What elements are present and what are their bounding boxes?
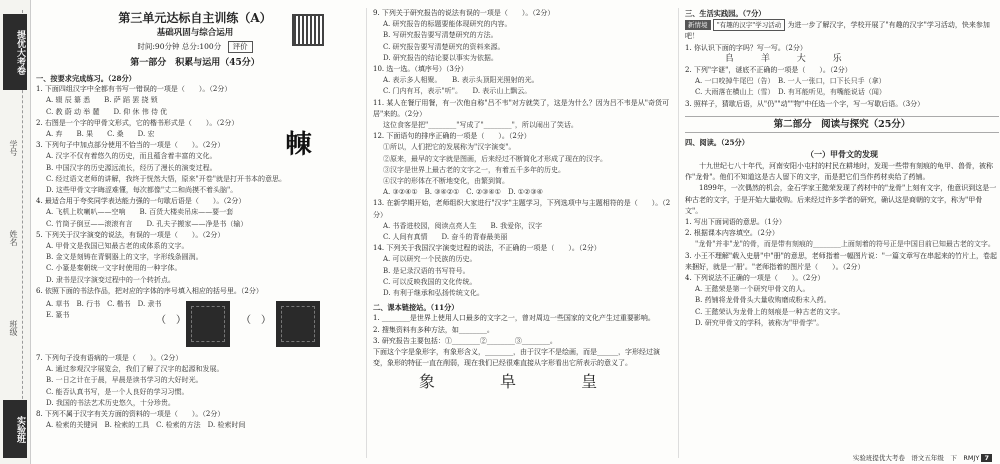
calligraphy-options: A. 草书 B. 行书 C. 楷书 D. 隶书 E. 篆书: [46, 300, 169, 320]
field-name: 姓名: [9, 230, 18, 246]
calligraphy-images: A. 草书 B. 行书 C. 楷书 D. 隶书 E. 篆书 （ ） （ ）: [36, 299, 354, 351]
page-footer: [853, 453, 992, 462]
question-options: A. 通过参观汉字展览会，我们了解了汉字的起源和发展。: [46, 365, 224, 374]
question-stem: 1. 下面四组汉字中全都有书写一错误的一项是（ ）。（2分）: [36, 85, 232, 94]
new-scenario-badge: 新情境: [685, 20, 711, 30]
page-column-3: [678, 8, 999, 458]
question-options: B. 金文是刻铸在青铜器上的文字，字形线条圆润。: [46, 253, 203, 262]
page-column-1: [36, 8, 354, 458]
question-stem: 2. 右图是一个字的甲骨文形式，它的楷书形式是（ ）。（2分）: [36, 118, 239, 127]
question-options: 这位食客是把"________"写成了"________"，所以闹出了笑话。: [383, 121, 578, 130]
exam-time: 时间:90分钟: [137, 42, 180, 51]
question-options: A. 弃 B. 果 C. 桑 D. 宏: [46, 130, 155, 139]
question-options: C. 竹筒子倒豆——滚滚有言 D. 孔夫子搬家——净是书（输）: [46, 219, 248, 228]
fill-blank: 下面这个字是象形字，有象形含义，________，由于汉字不是绘画，而是______，字形经过演变，象形的特征一直在削弱，现在我们已经很难直接从字形看出它所表示的意义了。: [373, 348, 660, 368]
activity-option: C. 大雨落在横山上（雪） D. 有耳能听见，有嘴能说话（闻）: [695, 88, 886, 97]
page-number: 7: [981, 454, 992, 462]
section-heading: 二、课本链接站。（11分）: [373, 303, 459, 313]
part-heading: 第一部分 积累与运用（45分）: [130, 58, 260, 68]
fill-blank: 3. 研究报告主要包括：①________②________③________。: [373, 336, 557, 345]
field-class: 班级: [9, 320, 18, 336]
question-options: B. 写研究报告要写清楚研究的方法。: [383, 31, 498, 40]
question-options: ③汉字是世界上最古老的文字之一，有着五千多年的历史。: [383, 165, 565, 174]
question-stem: 5. 下列关于汉字演变的说法，有误的一项是（ ）。（2分）: [36, 230, 225, 239]
oracle-bone-glyph-icon: 𣌾: [286, 130, 313, 160]
reading-question: 3. 小王不理解"载入史册"中"册"的意思，老师指着一幅图片说："一篇文章写在串起来的竹片上，卷起来捆好，就是一'册'。"老师指着的图片是（ ）。（2分）: [685, 251, 998, 271]
ancient-characters: 𠂤 羊 大 乐: [725, 53, 854, 64]
section-heading: 三、生活实践园。（7分）: [685, 9, 766, 18]
binding-spine: [0, 0, 31, 464]
question-options: C. 人间有真情 D. 奋斗的青春最美丽: [383, 233, 508, 242]
question-stem: 8. 下列不属于汉字有关方面的资料的一项是（ ）。（2分）: [36, 410, 225, 419]
article-paragraph: 十九世纪七八十年代，河南安阳小屯村的村民在耕地时，发现一些带有刻痕的龟甲、兽骨，被称作"龙骨"。他们不知道这是古人留下的文字，而是把它们当作药材卖给了药铺。: [685, 162, 993, 182]
question-options: A. 书香进校园，阅读点亮人生 B. 我爱你，汉字: [383, 221, 543, 230]
question-options: B. 一日之计在于晨，早晨是读书学习的大好时光。: [46, 376, 203, 385]
question-options: C. 门内有耳，表示"听"。 D. 表示山上飘云。: [383, 87, 532, 96]
question-options: D. 有利于继承和弘扬传统文化。: [383, 289, 484, 298]
question-stem: 11. 某人在餐厅用餐，有一次他自称"吕不韦"对方就笑了，这是为什么？因为吕不韦是从"奇货可居"来的。（2分）: [373, 98, 670, 118]
question-options: A. 飞机上吹喇叭——空响 B. 百货大楼卖吊床——要一套: [46, 208, 234, 217]
question-options: B. 中国汉字的历史源远流长，经历了漫长的演变过程。: [46, 163, 217, 172]
fill-blank: 1. ________是世界上使用人口最多的文字之一，曾对周边一些国家的文化产生过重要影响。: [373, 314, 655, 323]
question-options: D. 隶书是汉字演变过程中的一个转折点。: [46, 275, 175, 284]
question-options: A. 可以研究一个民族的历史。: [383, 255, 477, 264]
question-options: D. 研究报告的结论要以事实为依据。: [383, 53, 498, 62]
question-options: C. 可以反映我国的文化传统。: [383, 277, 477, 286]
reading-question-detail: "龙骨"并非"龙"的骨，而是带有刻痕的________上面刻着的符号正是中国目前已知最古老的文字。: [695, 240, 995, 249]
question-options: A. 甲骨文是我国已知最古老的成体系的文字。: [46, 242, 189, 251]
activity-intro: [685, 19, 999, 42]
activity-item: 1. 你认识下面的字吗？写一写。（2分）: [685, 43, 807, 52]
question-options: A. 汉字不仅有着悠久的历史，而且蕴含着丰富的文化。: [46, 152, 217, 161]
question-options: A. 表示多人相聚。 B. 表示头顶阳光照射的光。: [383, 76, 539, 85]
question-stem: 12. 下面语句的排序正确的一项是（ ）。（2分）: [373, 132, 531, 141]
part-heading: 第二部分 阅读与探究（25分）: [685, 116, 999, 133]
question-options: ②原来，最早的文字就是图画，后来经过不断简化才形成了现在的汉字。: [383, 154, 607, 163]
calligraphy-sample-icon: [186, 301, 230, 347]
reading-option: D. 研究甲骨文的学科，被称为"甲骨学"。: [695, 318, 824, 327]
question-options: C. 能否认真书写，是一个人良好的学习习惯。: [46, 387, 189, 396]
reading-option: B. 药铺将龙骨骨头大量收购磨成粉末入药。: [695, 296, 831, 305]
question-options: A. 研究报告的标题要能体现研究的内容。: [383, 20, 512, 29]
question-options: A. ③②④① B. ③④②① C. ②③④① D. ①②③④: [383, 188, 543, 197]
question-options: C. 研究报告要写清楚研究的资料来源。: [383, 42, 505, 51]
activity-item: 3. 照样子，猜歇后语，从"仍""动""物"中任选一个字，写一写歇后语。（3分）: [685, 99, 925, 108]
qr-code-icon: [292, 14, 324, 46]
question-options: ④汉字的形体在不断地变化，由繁到简。: [383, 177, 509, 186]
section-heading: 四、阅读。（25分）: [685, 137, 749, 147]
question-stem: 9. 下列关于研究报告的说法有误的一项是（ ）。（2分）: [373, 9, 555, 17]
question-stem: 6. 依照下面的书法作品，把对应的字体的序号填入相应的括号里。（2分）: [36, 286, 263, 295]
calligraphy-sample-icon: [276, 301, 320, 347]
page-subtitle: 基础巩固与综合运用: [156, 28, 234, 38]
section-heading: 一、按要求完成练习。（28分）: [36, 74, 136, 83]
article-title: （一）甲骨文的发现: [806, 149, 878, 160]
brand-badge-bottom: 实验班: [3, 400, 27, 458]
question-stem: 10. 选一选。（填序号）（3分）: [373, 65, 468, 74]
fill-blank: 2. 搜集资料有多种方法，如________。: [373, 325, 494, 334]
question-options: ①所以，人们把它的发展称为"汉字演变"。: [383, 143, 516, 152]
question-options: A. 检索的关键词 B. 检索的工具 C. 检索的方法 D. 检索时间: [46, 421, 246, 430]
activity-tag: "有趣的汉字"学习活动: [713, 19, 785, 31]
reading-question: 1. 写出下面词语的意思。（1分）: [685, 218, 786, 227]
question-stem: 4. 最适合用于夸奖同学表达能力强的一句歇后语是（ ）。（2分）: [36, 197, 246, 206]
page-column-2: [366, 8, 673, 458]
footer-book-title: 实验班提优大考卷 语文五年级 下 RMJY: [852, 454, 980, 462]
grade-box: 评价: [228, 41, 253, 53]
question-stem: 7. 下列句子没有语病的一项是（ ）。（2分）: [36, 354, 183, 363]
question-stem: 3. 下列句子中加点部分使用不恰当的一项是（ ）。（2分）: [36, 141, 225, 150]
brand-badge-top: 提优大考卷: [3, 14, 27, 90]
exam-score: 总分:100分: [181, 42, 222, 51]
question-options: B. 是记录汉语的书写符号。: [383, 266, 470, 275]
field-id: 学号: [9, 140, 18, 156]
activity-option: A. 一口咬掉牛尾巴（告） B. 一人一张口，口下长只手（拿）: [695, 77, 886, 86]
question-options: C. 小篆是秦朝统一文字时使用的一种字体。: [46, 264, 182, 273]
activity-item: 2. 下列"字谜"，谜底不正确的一项是（ ）。（2分）: [685, 66, 852, 75]
question-options: D. 我国的书法艺术历史悠久，十分珍贵。: [46, 398, 175, 407]
activity-intro-text: 为进一步了解汉字，学校开展了"有趣的汉字"学习活动，快来参加吧！: [685, 21, 990, 41]
reading-question: 4. 下列说法不正确的一项是（ ）。（2分）: [685, 274, 825, 283]
question-stem: 14. 下列关于我国汉字演变过程的说法，不正确的一项是（ ）。（2分）: [373, 244, 601, 253]
question-stem: 13. 在新学期开始，老师组织大家进行"汉字"主题学习，下列选项中与主题相符的是（ ）。（2分）: [373, 199, 671, 219]
reading-option: C. 王懿荣认为龙骨上的刻痕是一种古老的文字。: [695, 307, 845, 316]
reading-option: A. 王懿荣是第一个研究甲骨文的人。: [695, 285, 810, 294]
question-options: C. 经过语文老师的讲解，我终于恍然大悟，原来"开卷"就是打开书本的意思。: [46, 174, 286, 183]
article-paragraph: 1899年，一次偶然的机会，金石学家王懿荣发现了药材中的"龙骨"上刻有文字，他意识到这是一种古老的文字，于是开始大量收购。后来经过许多学者的研究，确认这是商朝的文字，称为"甲骨文"。: [685, 184, 997, 215]
reading-question: 2. 根据课本内容填空。（2分）: [685, 229, 779, 238]
question-options: D. 这些甲骨文字晦涩难懂，每次都像"丈二和尚摸不着头脑"。: [46, 186, 238, 195]
question-options: A. 辍 辰 纂 悉 B. 萨 蹈 罢 挠 锁: [46, 96, 158, 105]
page-title: 第三单元达标自主训练（A）: [118, 11, 272, 25]
question-options: C. 教 蔚 动 举 麓 D. 仰 休 伟 侍 优: [46, 107, 168, 116]
oracle-characters: 象 阜 皇: [418, 371, 628, 391]
